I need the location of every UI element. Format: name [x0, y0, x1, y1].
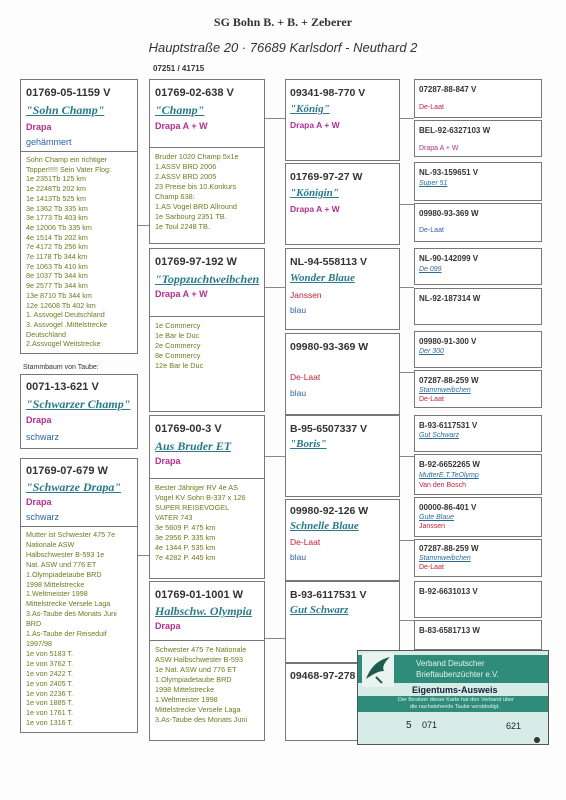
main-bird-color: Drapa [26, 122, 52, 132]
gen4-name: MutterE.T.TeOlymp [419, 472, 479, 479]
gen3-color: Drapa A + W [290, 120, 340, 130]
gen3-name: "Boris" [290, 438, 327, 450]
main-bird-performance: Sohn Champ ein richtiger Topper!!!!! Sein Vater Flog: 1e 2351Tb 125 km 1e 2248Tb 202 km 1e 1413Tb 525 km 3e 1362 Tb 335 km 3e 1773 Tb 403 km 4e 12006 Tb 335 km 4e 1514 Tb 202 km 7e 4172 Tb 256 km 7e 1178 Tb 344 km 7e 1063 Tb 410 km 8e 1037 Tb 344 km 9e 2577 Tb 344 km 13e 8710 Tb 344 km 12e 12608 Tb 402 km 1. Assvogel Deutschland 3. Assvogel .Mittelstrecke Deutschland 2.Assvogel Weitstrecke [26, 155, 111, 349]
card-org-line2: Brieftaubenzüchter e.V. [416, 670, 499, 679]
stammbaum-name: "Schwarzer Champ" [26, 397, 131, 411]
stammbaum-label: Stammbaum von Taube: [23, 364, 99, 371]
gen2-dam2-name: Halbschw. Olympia [155, 604, 252, 618]
gen4-card-4 [414, 203, 542, 242]
main-bird-ring: 01769-05-1159 V [26, 87, 111, 99]
gen4-card-13 [414, 581, 542, 618]
gen4-card-10 [414, 454, 542, 495]
main-bird-name: "Sohn Champ" [26, 103, 105, 117]
gen4-name: Der 300 [419, 348, 444, 355]
gen3-color: Janssen [290, 290, 322, 300]
gen4-card-11 [414, 497, 542, 537]
gen3-ring: 09341-98-770 V [290, 87, 366, 99]
gen2-sire2-performance: Bester Jähriger RV 4e AS Vogel KV Sohn B-337 x 126 SUPER REISEVOGEL VATER 743 3e 5609 P. 475 km 3e 2956 P. 335 km 4e 1344 P. 535 km 7e 4282 P. 445 km [155, 483, 246, 562]
gen2-dam-performance: 1e Commercy 1e Bar le Duc 2e Commercy 8e Commercy 12e Bar le Duc [155, 321, 204, 370]
gen2-sire-ring: 01769-02-638 V [155, 87, 234, 99]
dam-ring: 01769-07-679 W [26, 465, 108, 477]
gen2-sire2-card [149, 415, 265, 579]
gen2-dam2-ring: 01769-01-1001 W [155, 589, 244, 601]
gen3-name: Gut Schwarz [290, 604, 349, 616]
gen4-name: Stammweibchen [419, 555, 471, 562]
gen2-dam-card [149, 248, 265, 412]
main-bird-trait: gehämmert [26, 137, 72, 147]
gen3-ring: 09980-93-369 W [290, 341, 369, 353]
gen3-name: "König" [290, 103, 330, 115]
gen2-sire-name: "Champ" [155, 103, 205, 117]
gen4-ring: NL-90-142099 V [419, 254, 479, 263]
gen3-card-5 [285, 415, 400, 497]
card-note-line2: die nachstehende Taube verständigt. [410, 704, 500, 710]
gen3-ring: NL-94-558113 V [290, 256, 368, 268]
gen3-color: Drapa A + W [290, 204, 340, 214]
card-note-line1: Der Besitzer dieser Karte hat den Verband über [398, 697, 514, 703]
gen3-ring: 01769-97-27 W [290, 171, 363, 183]
gen4-ring: B-92-6652265 W [419, 460, 480, 469]
gen4-card-6 [414, 288, 542, 325]
gen4-ring: B-83-6581713 W [419, 626, 480, 635]
gen3-trait: blau [290, 388, 307, 398]
gen4-name: Gute Blaue [419, 514, 455, 521]
gen4-line: De-Laat [419, 564, 444, 571]
stammbaum-trait: schwarz [26, 432, 60, 442]
gen2-dam-color: Drapa A + W [155, 289, 208, 299]
gen4-card-1 [414, 79, 542, 118]
gen4-ring: B-92-6631013 V [419, 587, 478, 596]
gen3-ring: 09468-97-278 [290, 670, 356, 682]
dam-performance: Mutter ist Schwester 475 7e Nationale ASW Halbschwester B-593 1e Nat. ASW und 776 ET 1.Olympiadetaube BRD 1998 Mittelstrecke 1.Weltmeister 1998 Mittelstrecke Versele Laga 3.As-Taube des Monats Juni BRD 1.As-Taube der Reiseduif 1997/98 1e von 5183 T. 1e von 3762 T. 1e von 2422 T. 1e von 2405 T. 1e von 2236 T. 1e von 1885 T. 1e von 1761 T. 1e von 1316 T. [26, 530, 117, 728]
gen4-ring: 07287-88-847 V [419, 85, 477, 94]
gen4-ring: 00000-86-401 V [419, 503, 477, 512]
gen3-ring: B-95-6507337 V [290, 423, 368, 435]
card-num-3: 621 [506, 721, 522, 731]
pigeon-logo-icon [362, 653, 394, 687]
gen2-dam-name: "Toppzuchtweibchen [155, 272, 260, 286]
gen4-card-2 [414, 120, 542, 157]
gen4-ring: 09980-93-369 W [419, 209, 479, 218]
gen3-ring: B-93-6117531 V [290, 589, 367, 601]
main-bird-card [20, 79, 138, 354]
gen2-dam2-color: Drapa [155, 621, 181, 631]
gen4-ring: 09980-91-300 V [419, 337, 477, 346]
owner-phone: 07251 / 41715 [153, 64, 205, 73]
card-num-1: 5 [406, 720, 412, 731]
gen4-ring: 07287-88-259 W [419, 376, 479, 385]
gen3-card-1 [285, 79, 400, 161]
dam-color: Drapa [26, 497, 52, 507]
dam-name: "Schwarze Drapa" [26, 480, 122, 494]
gen3-card-2 [285, 163, 400, 245]
gen4-name: De 099 [419, 266, 442, 273]
gen4-name: Stammweibchen [419, 387, 471, 394]
gen2-sire-color: Drapa A + W [155, 121, 208, 131]
gen3-card-6 [285, 499, 400, 581]
gen4-card-3 [414, 162, 542, 201]
gen2-dam2-performance: Schwester 475 7e Nationale ASW Halbschwester B-593 1e Nat. ASW und 776 ET 1.Olympiadetaube BRD 1998 Mittelstrecke 1.Weltmeister 1998 Mittelstrecke Versele Laga 3.As-Taube des Monats Juni [155, 645, 248, 724]
gen4-line: De-Laat [419, 227, 444, 234]
dam-trait: schwarz [26, 512, 60, 522]
gen2-dam-ring: 01769-97-192 W [155, 256, 237, 268]
gen4-line: Drapa A + W [419, 145, 459, 152]
gen3-trait: blau [290, 552, 307, 562]
stammbaum-ring: 0071-13-621 V [26, 381, 99, 393]
gen4-line: Janssen [419, 523, 446, 530]
gen4-line: De-Laat [419, 104, 444, 111]
ownership-card [357, 650, 549, 745]
gen2-sire2-color: Drapa [155, 456, 181, 466]
dam-card [20, 458, 138, 733]
gen4-name: Gut Schwarz [419, 432, 460, 439]
card-num-2: 071 [422, 720, 438, 730]
gen2-sire-performance: Bruder 1020 Champ 5x1e 1.ASSV BRD 2006 2.ASSV BRD 2005 23 Preise bis 10.Konkurs Champ 638: 1.AS Vogel BRD Allround 1e Sarbourg 2351 TB. 1e Toul 2248 TB. [155, 152, 239, 231]
gen4-card-12 [414, 539, 542, 577]
gen4-card-14 [414, 620, 542, 650]
gen4-name: Super 51 [419, 180, 448, 187]
gen3-color: De-Laat [290, 372, 321, 382]
gen4-line: Van den Bosch [419, 482, 466, 489]
gen4-ring: B-93-6117531 V [419, 421, 478, 430]
gen4-card-9 [414, 415, 542, 452]
gen4-card-7 [414, 331, 542, 368]
stammbaum-color: Drapa [26, 415, 52, 425]
gen3-card-4 [285, 333, 400, 415]
stammbaum-card [20, 374, 138, 449]
gen2-dam2-card [149, 581, 265, 741]
gen4-card-8 [414, 370, 542, 408]
gen3-ring: 09980-92-126 W [290, 505, 369, 517]
gen3-name: Schnelle Blaue [290, 520, 359, 532]
gen4-ring: 07287-88-259 W [419, 544, 479, 553]
gen4-ring: BEL-92-6327103 W [419, 126, 491, 135]
card-title: Eigentums-Ausweis [412, 685, 498, 695]
owner-name: SG Bohn B. + B. + Zeberer [213, 15, 353, 29]
gen4-line: De-Laat [419, 396, 444, 403]
card-hole-icon [534, 737, 540, 743]
gen4-ring: NL-92-187314 W [419, 294, 481, 303]
gen2-sire-card [149, 79, 265, 244]
card-org-line1: Verband Deutscher [416, 659, 485, 668]
gen3-card-3 [285, 248, 400, 330]
owner-address: Hauptstraße 20 · 76689 Karlsdorf - Neuthard 2 [148, 40, 418, 55]
gen3-trait: blau [290, 305, 307, 315]
gen3-color: De-Laat [290, 537, 321, 547]
gen2-sire2-ring: 01769-00-3 V [155, 423, 222, 435]
gen2-sire2-name: Aus Bruder ET [155, 439, 232, 453]
gen4-card-5 [414, 248, 542, 285]
gen3-name: Wonder Blaue [290, 272, 355, 284]
gen3-name: "Königin" [290, 187, 339, 199]
gen4-ring: NL-93-159651 V [419, 168, 479, 177]
